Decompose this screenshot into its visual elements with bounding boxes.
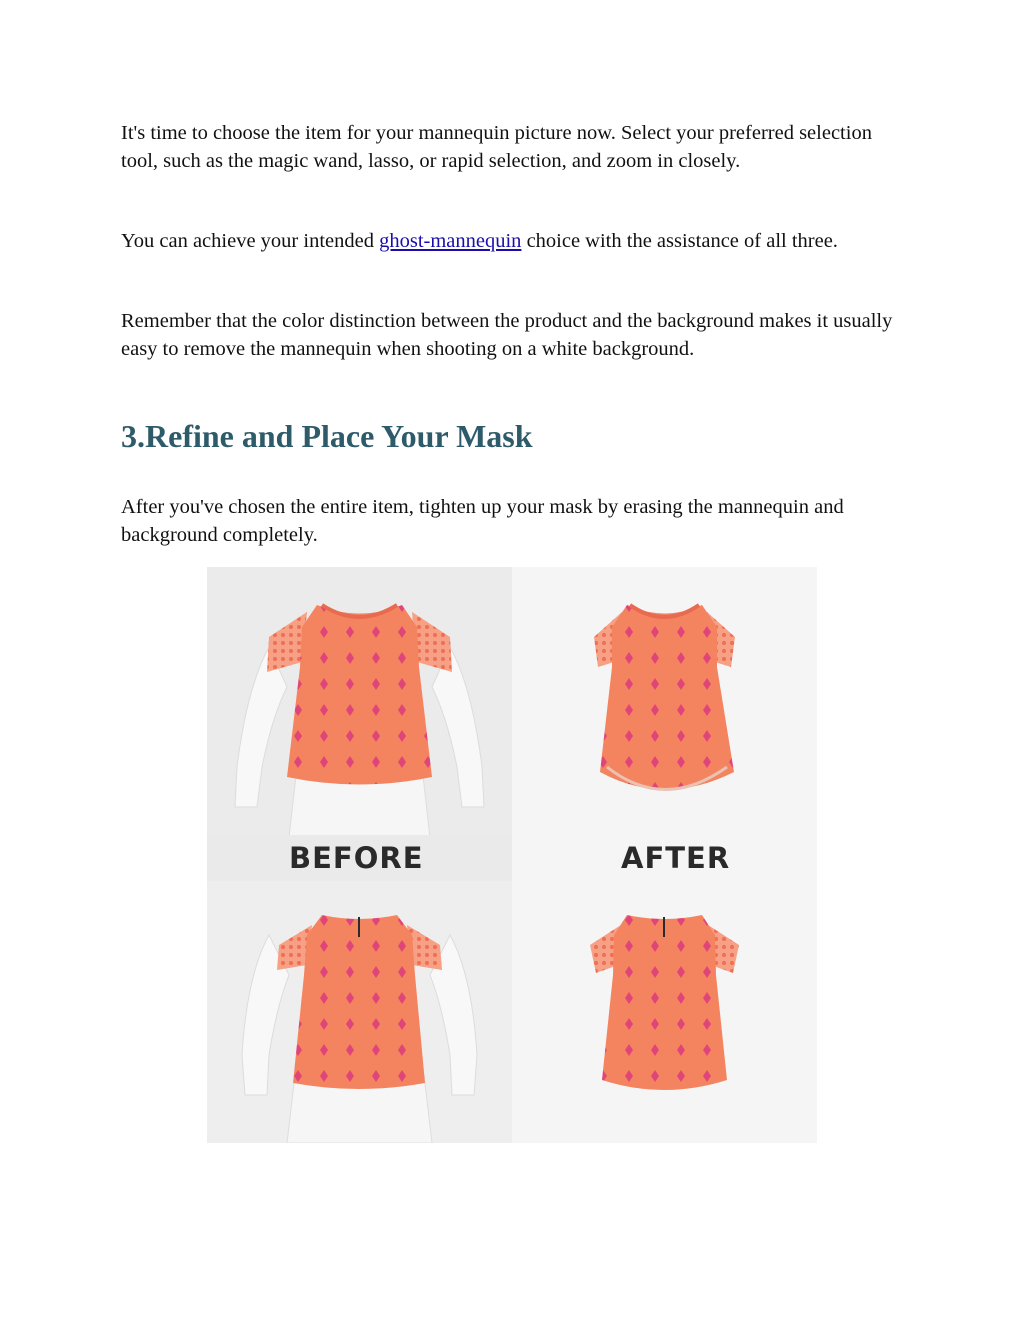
paragraph-selection-tool: It's time to choose the item for your mannequin picture now. Select your preferred selection tool, such as the magic wand, lasso, or rapid selection, and zoom in closely. — [121, 122, 872, 172]
before-label: BEFORE — [289, 841, 424, 875]
paragraph-color-distinction: Remember that the color distinction between the product and the background makes it usually easy to remove the mannequin when shooting on a white background. — [121, 310, 893, 360]
paragraph-text: choice with the assistance of all three. — [521, 230, 838, 252]
section-heading: 3.Refine and Place Your Mask — [121, 418, 533, 454]
paragraph-ghost-mannequin — [121, 228, 901, 256]
before-image-front — [207, 567, 512, 855]
before-after-figure — [207, 567, 817, 1143]
before-image-back — [207, 855, 512, 1143]
after-image-back — [512, 855, 817, 1143]
after-image-front — [512, 567, 817, 855]
after-label: AFTER — [621, 841, 731, 875]
paragraph-mask: After you've chosen the entire item, tighten up your mask by erasing the mannequin and background completely. — [121, 496, 844, 546]
ghost-mannequin-link[interactable]: ghost-mannequin — [379, 230, 522, 252]
paragraph-text: You can achieve your intended — [121, 230, 380, 252]
